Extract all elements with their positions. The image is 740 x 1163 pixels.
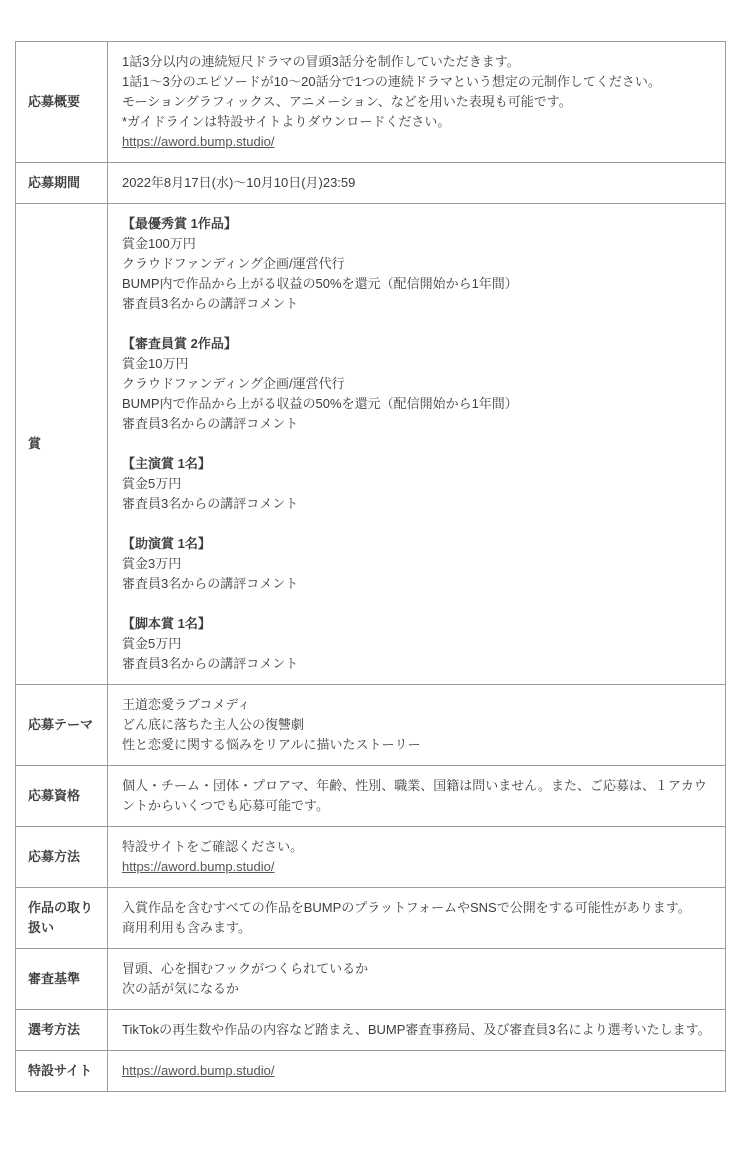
row-header-works-handling: 作品の取り扱い bbox=[16, 888, 108, 949]
table-row bbox=[16, 685, 726, 766]
row-header-summary: 応募概要 bbox=[16, 42, 108, 163]
row-header-how-to-apply: 応募方法 bbox=[16, 827, 108, 888]
row-content-period bbox=[108, 163, 726, 204]
row-content-works-handling bbox=[108, 888, 726, 949]
prize-title: 【主演賞 1名】 bbox=[122, 456, 211, 471]
text-line: 商用利用も含みます。 bbox=[122, 920, 251, 935]
prize-section-supporting-actor bbox=[122, 534, 718, 594]
row-content-criteria bbox=[108, 949, 726, 1010]
prize-title: 【助演賞 1名】 bbox=[122, 536, 211, 551]
special-site-link[interactable]: https://aword.bump.studio/ bbox=[122, 1063, 275, 1078]
text-line: 性と恋愛に関する悩みをリアルに描いたストーリー bbox=[122, 737, 421, 752]
contest-details-table bbox=[15, 41, 726, 1092]
text-line: 審査員3名からの講評コメント bbox=[122, 416, 299, 431]
text-line: 審査員3名からの講評コメント bbox=[122, 656, 299, 671]
text-line: 入賞作品を含むすべての作品をBUMPのプラットフォームやSNSで公開をする可能性があります。 bbox=[122, 900, 691, 915]
row-header-period: 応募期間 bbox=[16, 163, 108, 204]
special-site-link[interactable]: https://aword.bump.studio/ bbox=[122, 859, 275, 874]
row-content-special-site bbox=[108, 1051, 726, 1092]
text-line: 賞金3万円 bbox=[122, 556, 182, 571]
table-row bbox=[16, 949, 726, 1010]
row-header-prizes: 賞 bbox=[16, 204, 108, 685]
text-line: 賞金5万円 bbox=[122, 636, 182, 651]
row-header-theme: 応募テーマ bbox=[16, 685, 108, 766]
row-header-selection-method: 選考方法 bbox=[16, 1010, 108, 1051]
text-line: 2022年8月17日(水)～10月10日(月)23:59 bbox=[122, 175, 356, 190]
row-content-selection-method bbox=[108, 1010, 726, 1051]
text-line: 賞金100万円 bbox=[122, 236, 196, 251]
special-site-link[interactable]: https://aword.bump.studio/ bbox=[122, 134, 275, 149]
text-line: 個人・チーム・団体・プロアマ、年齢、性別、職業、国籍は問いません。また、ご応募は、１アカウントからいくつでも応募可能です。 bbox=[122, 778, 707, 813]
link-line bbox=[122, 132, 718, 152]
text-line: TikTokの再生数や作品の内容など踏まえ、BUMP審査事務局、及び審査員3名により選考いたします。 bbox=[122, 1022, 711, 1037]
table-row bbox=[16, 888, 726, 949]
text-line: 王道恋愛ラブコメディ bbox=[122, 697, 251, 712]
text-line: 審査員3名からの講評コメント bbox=[122, 296, 299, 311]
text-line: 1話3分以内の連続短尺ドラマの冒頭3話分を制作していただきます。 bbox=[122, 54, 520, 69]
table-row bbox=[16, 163, 726, 204]
link-line bbox=[122, 1061, 718, 1081]
prize-title: 【脚本賞 1名】 bbox=[122, 616, 211, 631]
row-header-eligibility: 応募資格 bbox=[16, 766, 108, 827]
table-row bbox=[16, 204, 726, 685]
prize-section-grand bbox=[122, 214, 718, 314]
text-line: BUMP内で作品から上がる収益の50%を還元（配信開始から1年間） bbox=[122, 276, 518, 291]
text-line: モーショングラフィックス、アニメーション、などを用いた表現も可能です。 bbox=[122, 94, 572, 109]
table-row bbox=[16, 1051, 726, 1092]
prize-section-judges bbox=[122, 334, 718, 434]
row-header-criteria: 審査基準 bbox=[16, 949, 108, 1010]
text-line: クラウドファンディング企画/運営代行 bbox=[122, 256, 345, 271]
text-line: 特設サイトをご確認ください。 bbox=[122, 839, 304, 854]
text-line: 審査員3名からの講評コメント bbox=[122, 576, 299, 591]
prize-section-lead-actor bbox=[122, 454, 718, 514]
table-row bbox=[16, 1010, 726, 1051]
row-content-prizes bbox=[108, 204, 726, 685]
row-header-special-site: 特設サイト bbox=[16, 1051, 108, 1092]
link-line bbox=[122, 857, 718, 877]
text-line: 賞金10万円 bbox=[122, 356, 189, 371]
text-line: 審査員3名からの講評コメント bbox=[122, 496, 299, 511]
row-content-theme bbox=[108, 685, 726, 766]
table-row bbox=[16, 766, 726, 827]
prize-title: 【審査員賞 2作品】 bbox=[122, 336, 237, 351]
text-line: 1話1～3分のエピソードが10～20話分で1つの連続ドラマという想定の元制作してください。 bbox=[122, 74, 661, 89]
row-content-summary bbox=[108, 42, 726, 163]
text-line: BUMP内で作品から上がる収益の50%を還元（配信開始から1年間） bbox=[122, 396, 518, 411]
table-row bbox=[16, 42, 726, 163]
text-line: 冒頭、心を掴むフックがつくられているか bbox=[122, 961, 369, 976]
text-line: クラウドファンディング企画/運営代行 bbox=[122, 376, 345, 391]
prize-title: 【最優秀賞 1作品】 bbox=[122, 216, 237, 231]
row-content-eligibility bbox=[108, 766, 726, 827]
text-line: どん底に落ちた主人公の復讐劇 bbox=[122, 717, 305, 732]
text-line: 賞金5万円 bbox=[122, 476, 182, 491]
text-line: *ガイドラインは特設サイトよりダウンロードください。 bbox=[122, 114, 451, 129]
text-line: 次の話が気になるか bbox=[122, 981, 240, 996]
prize-section-screenplay bbox=[122, 614, 718, 674]
row-content-how-to-apply bbox=[108, 827, 726, 888]
table-row bbox=[16, 827, 726, 888]
